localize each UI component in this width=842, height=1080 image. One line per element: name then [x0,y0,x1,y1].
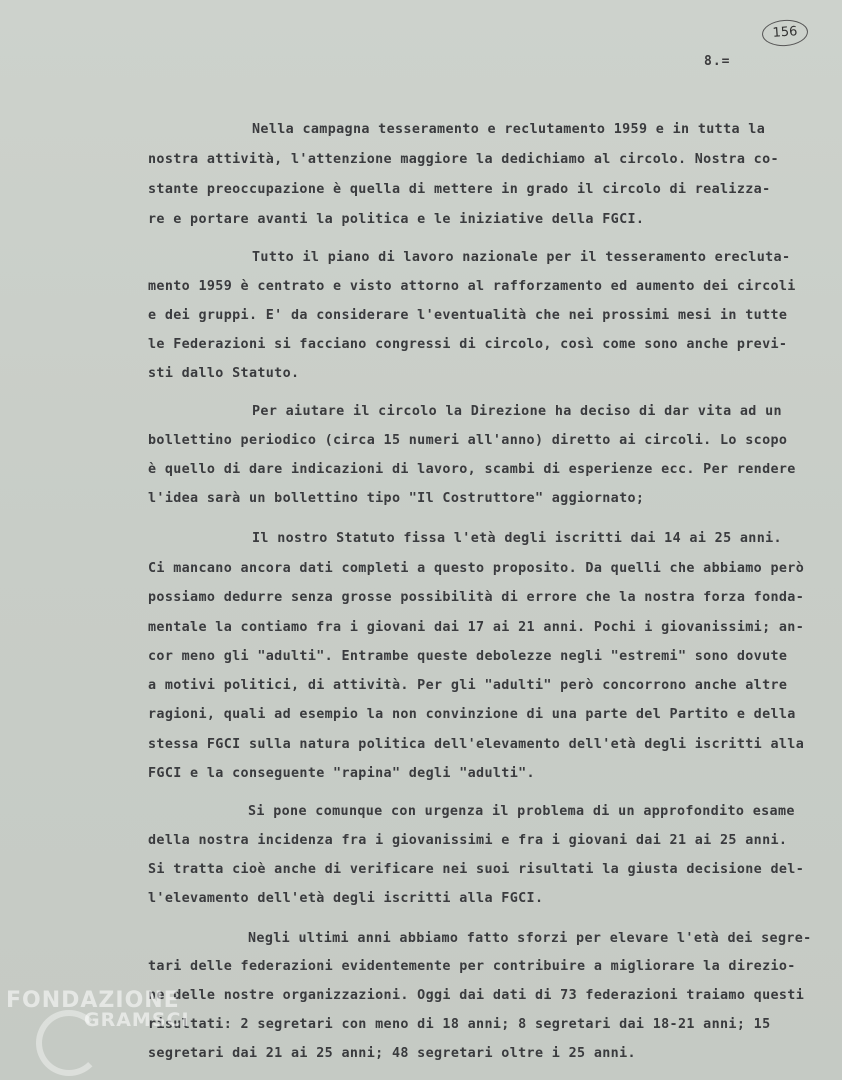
text-line: re e portare avanti la politica e le iniziative della FGCI. [148,212,645,227]
text-line: Nella campagna tesseramento e reclutamento 1959 e in tutta la [252,122,766,137]
text-line: le Federazioni si facciano congressi di circolo, così come sono anche previ- [148,337,788,352]
text-line: Ci mancano ancora dati completi a questo proposito. Da quelli che abbiamo però [148,561,805,576]
text-line: Si pone comunque con urgenza il problema di un approfondito esame [248,804,795,819]
text-line: della nostra incidenza fra i giovanissimi e fra i giovani dai 21 ai 25 anni. [148,833,788,848]
text-line: Per aiutare il circolo la Direzione ha deciso di dar vita ad un [252,404,782,419]
text-line: FGCI e la conseguente "rapina" degli "adulti". [148,766,535,781]
watermark-line2: GRAMSCI [84,1009,190,1031]
text-line: l'idea sarà un bollettino tipo "Il Costruttore" aggiornato; [148,491,645,506]
text-line: ragioni, quali ad esempio la non convinzione di una parte del Partito e della [148,707,796,722]
text-line: Il nostro Statuto fissa l'età degli iscritti dai 14 ai 25 anni. [252,531,782,546]
text-line: a motivi politici, di attività. Per gli "adulti" però concorrono anche altre [148,678,788,693]
page-number: 8.= [704,54,731,69]
text-line: cor meno gli "adulti". Entrambe queste debolezze negli "estremi" sono dovute [148,649,788,664]
text-line: stante preoccupazione è quella di mettere in grado il circolo di realizza- [148,182,771,197]
watermark [6,988,190,1031]
text-line: tari delle federazioni evidentemente per contribuire a migliorare la direzio- [148,959,796,974]
text-line: l'elevamento dell'età degli iscritti alla FGCI. [148,891,544,906]
text-line: Si tratta cioè anche di verificare nei suoi risultati la giusta decisione del- [148,862,805,877]
watermark-line1: FONDAZIONE [6,988,180,1013]
text-line: segretari dai 21 ai 25 anni; 48 segretari oltre i 25 anni. [148,1046,636,1061]
text-line: nostra attività, l'attenzione maggiore la dedichiamo al circolo. Nostra co- [148,152,779,167]
text-line: sti dallo Statuto. [148,366,300,381]
archive-page-stamp: 156 [761,18,809,47]
text-line: ne delle nostre organizzazioni. Oggi dai dati di 73 federazioni traiamo questi [148,988,805,1003]
text-line: possiamo dedurre senza grosse possibilità di errore che la nostra forza fonda- [148,590,805,605]
paper-fold-mark [0,0,77,61]
text-line: stessa FGCI sulla natura politica dell'elevamento dell'età degli iscritti alla [148,737,805,752]
text-line: bollettino periodico (circa 15 numeri all'anno) diretto ai circoli. Lo scopo [148,433,788,448]
text-line: risultati: 2 segretari con meno di 18 anni; 8 segretari dai 18-21 anni; 15 [148,1017,771,1032]
text-line: è quello di dare indicazioni di lavoro, scambi di esperienze ecc. Per rendere [148,462,796,477]
text-line: Negli ultimi anni abbiamo fatto sforzi per elevare l'età dei segre- [248,931,812,946]
text-line: Tutto il piano di lavoro nazionale per il tesseramento ereclutа- [252,250,791,265]
text-line: mento 1959 è centrato e visto attorno al rafforzamento ed aumento dei circoli [148,279,796,294]
text-line: e dei gruppi. E' da considerare l'eventualità che nei prossimi mesi in tutte [148,308,788,323]
text-line: mentale la contiamo fra i giovani dai 17 ai 21 anni. Pochi i giovanissimi; an- [148,620,805,635]
